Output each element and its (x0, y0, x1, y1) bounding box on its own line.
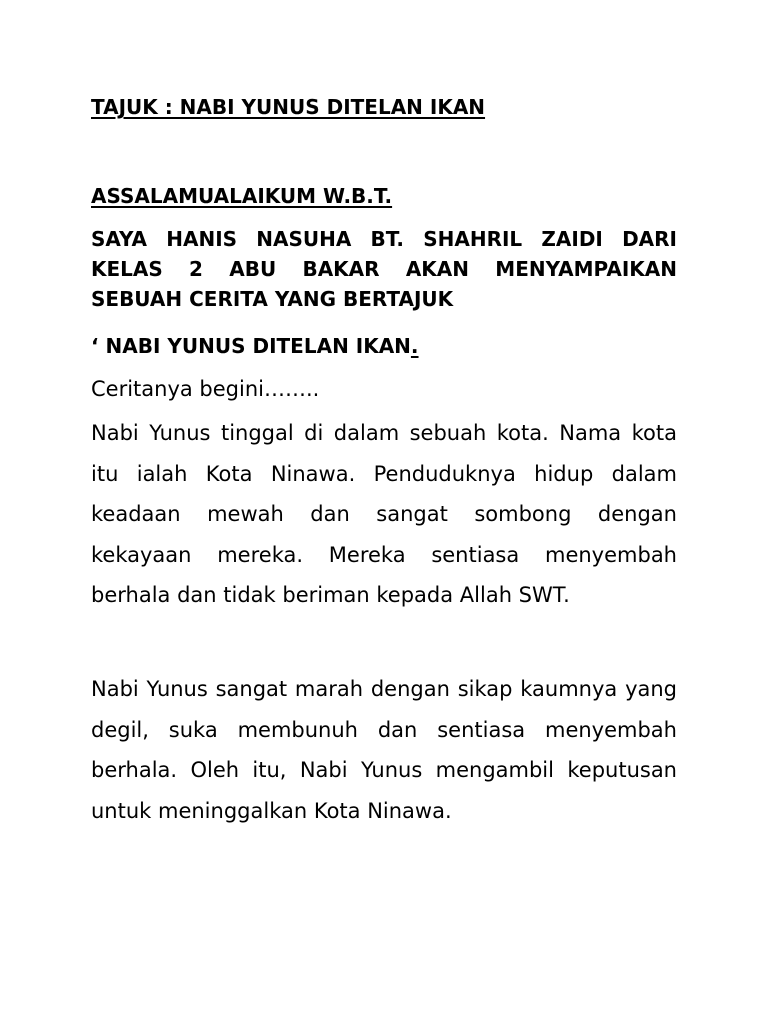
story-title-text: ‘ NABI YUNUS DITELAN IKAN (91, 334, 411, 358)
story-title-line (91, 331, 677, 361)
story-title-dot: . (410, 334, 419, 358)
greeting: ASSALAMUALAIKUM W.B.T. (91, 184, 393, 208)
story-opening: Ceritanya begini…….. (91, 377, 320, 401)
story-paragraph-1: Nabi Yunus tinggal di dalam sebuah kota. Nama kota itu ialah Kota Ninawa. Penduduknya hidup dalam keadaan mewah dan sangat sombong dengan kekayaan mereka. Mereka sentiasa menyembah berhala dan tidak beriman kepada Allah SWT. (91, 421, 677, 607)
document-title: TAJUK : NABI YUNUS DITELAN IKAN (91, 95, 486, 119)
story-paragraph-2: Nabi Yunus sangat marah dengan sikap kaumnya yang degil, suka membunuh dan sentiasa menyembah berhala. Oleh itu, Nabi Yunus mengambil keputusan untuk meninggalkan Kota Ninawa. (91, 677, 677, 823)
introduction-paragraph: SAYA HANIS NASUHA BT. SHAHRIL ZAIDI DARI KELAS 2 ABU BAKAR AKAN MENYAMPAIKAN SEBUAH CERITA YANG BERTAJUK (91, 227, 677, 311)
